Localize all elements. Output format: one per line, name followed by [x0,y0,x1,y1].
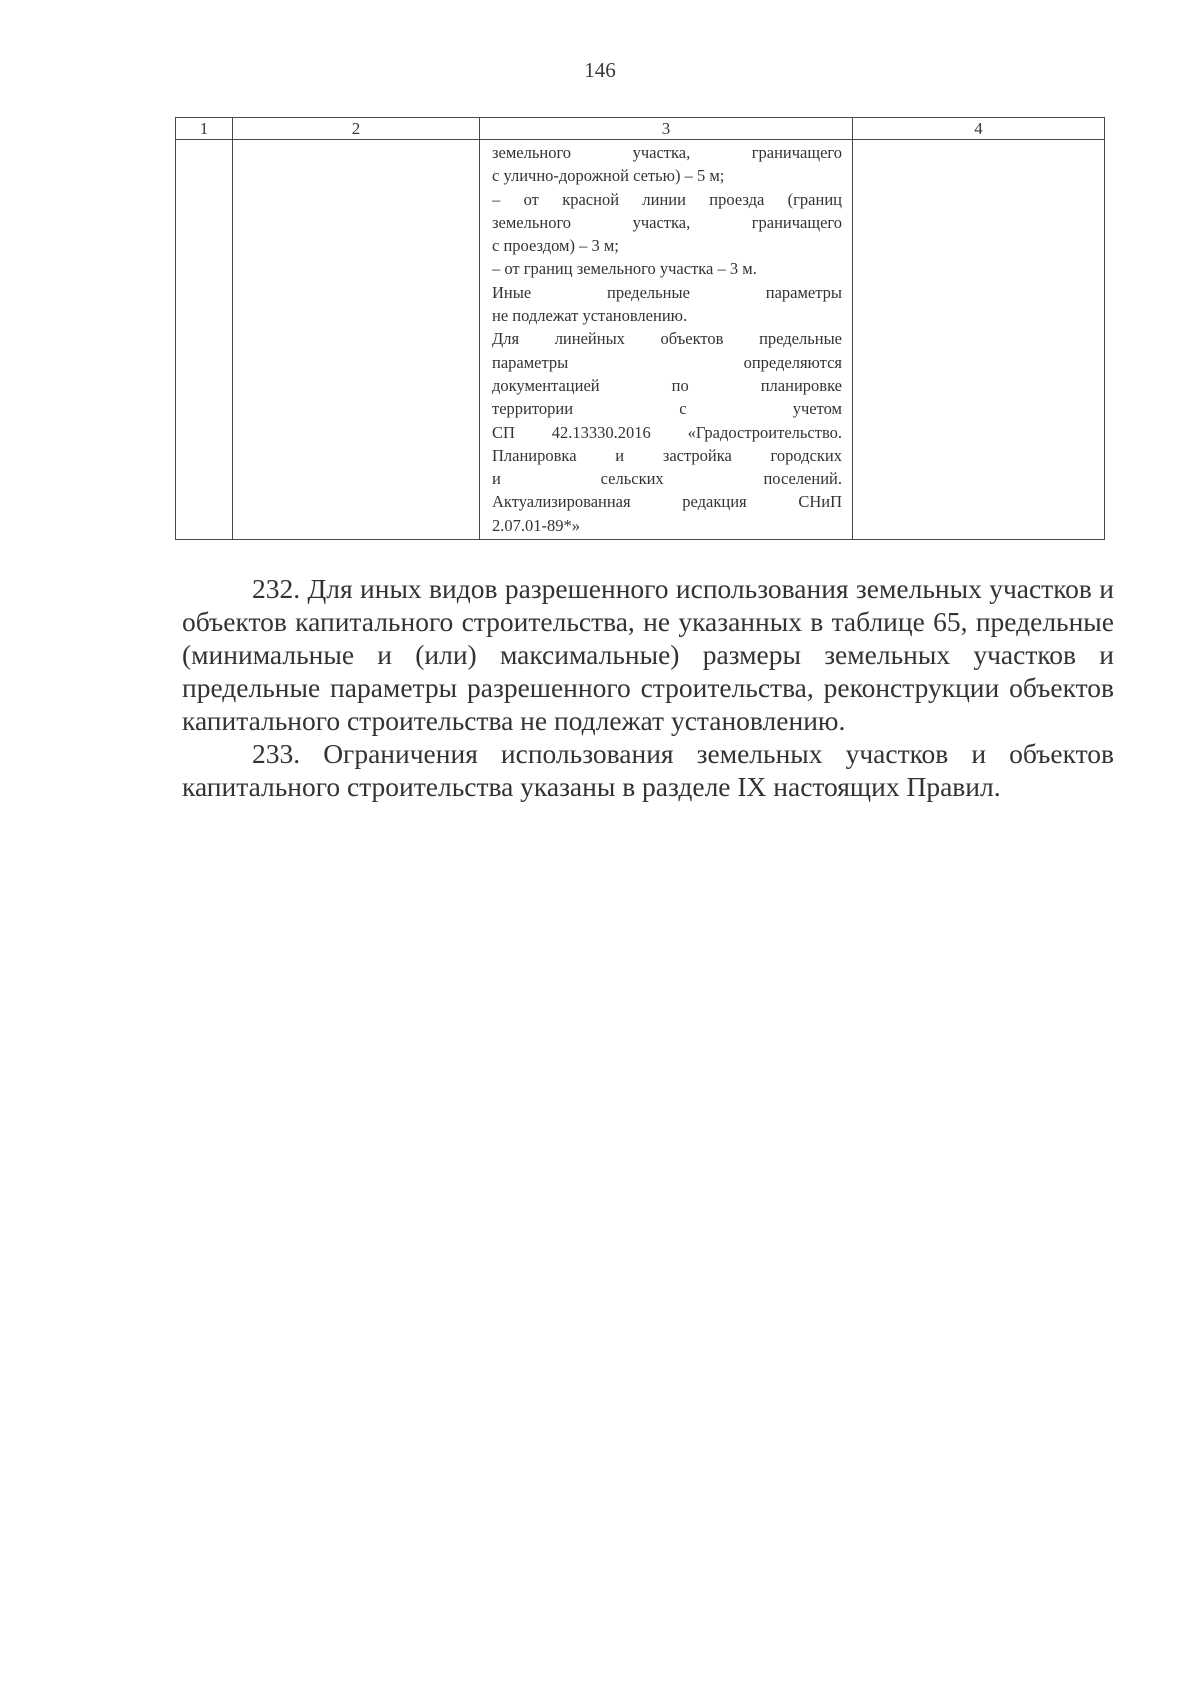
cell-line: земельного участка, граничащего [492,212,842,232]
table-row [176,140,1105,540]
cell-line: Для линейных объектов предельные [492,329,842,349]
cell-line: и сельских поселений. [492,469,842,489]
column-header-2: 2 [233,118,480,140]
cell-line: – от красной линии проезда (границ [492,189,842,209]
cell-line: территории с учетом [492,399,842,419]
body-text [182,572,1114,803]
column-header-3: 3 [480,118,853,140]
cell-line: земельного участка, граничащего [492,143,842,162]
cell-line: 2.07.01-89*» [492,515,580,535]
table-cell-1 [176,140,233,540]
cell-line: с улично-дорожной сетью) – 5 м; [492,166,725,186]
page-number: 146 [584,58,616,82]
cell-line: Иные предельные параметры [492,282,842,302]
column-header-1: 1 [176,118,233,140]
paragraph-232: 232. Для иных видов разрешенного использования земельных участков и объектов капитального строительства, не указанных в таблице 65, предельные (минимальные и (или) максимальные) размеры земельных участков и предельные параметры разрешенного строительства, реконструкции объектов капитального строительства не подлежат установлению. [182,573,1114,736]
cell-line: с проездом) – 3 м; [492,236,619,256]
paragraph-233: 233. Ограничения использования земельных участков и объектов капитального строительства указаны в разделе IX настоящих Правил. [182,738,1114,802]
table-cell-2 [233,140,480,540]
regulations-table [175,117,1105,540]
table-cell-3 [480,140,853,540]
cell-line: документацией по планировке [492,375,842,395]
cell-line: параметры определяются [492,352,842,372]
table-header-row [176,118,1105,140]
cell-line: – от границ земельного участка – 3 м. [492,259,757,279]
cell-line: СП 42.13330.2016 «Градостроительство. [492,422,842,442]
cell-line: не подлежат установлению. [492,306,688,326]
column-header-4: 4 [853,118,1105,140]
parameters-text [480,140,852,539]
table-cell-4 [853,140,1105,540]
cell-line: Планировка и застройка городских [492,445,842,465]
cell-line: Актуализированная редакция СНиП [492,492,842,512]
